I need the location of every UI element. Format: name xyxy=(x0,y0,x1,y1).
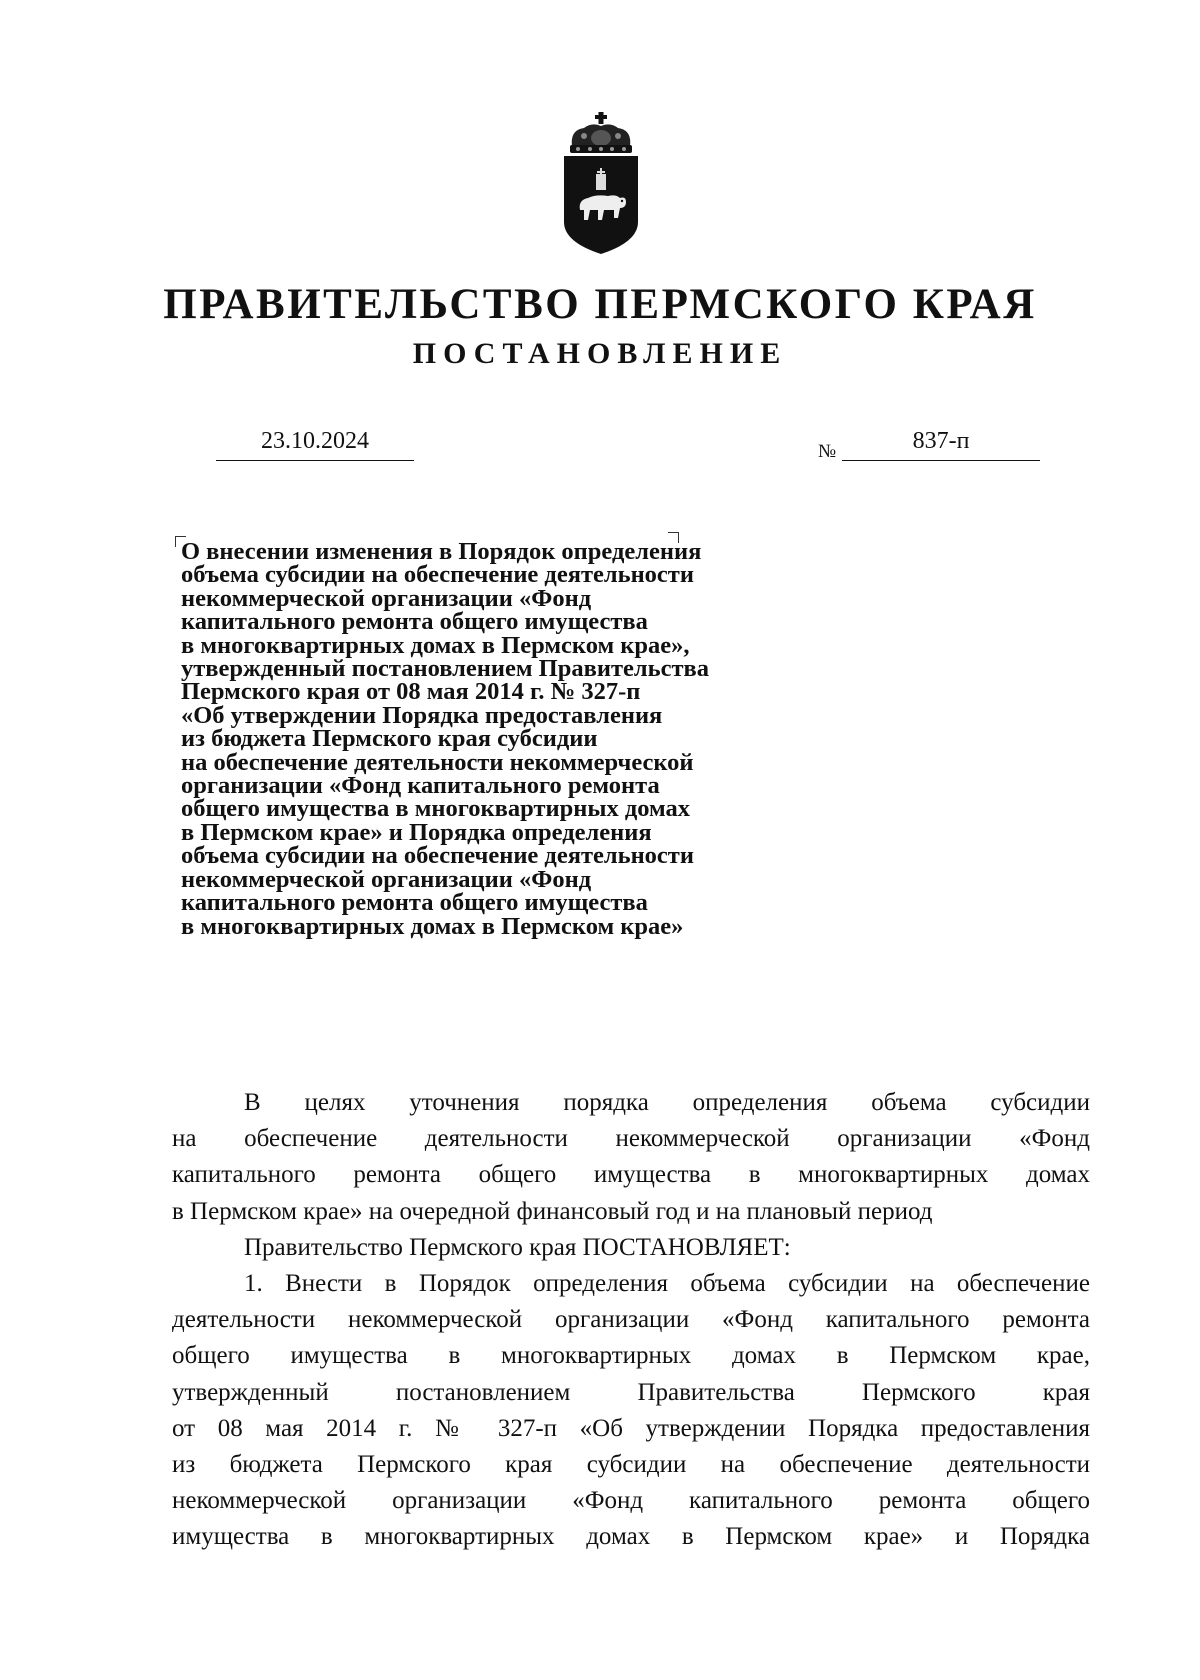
subject-line: организации «Фонд капитального ремонта xyxy=(181,772,660,800)
body-line: имущества в многоквартирных домах в Пермском крае» и Порядка xyxy=(172,1523,1090,1551)
subject-line: в многоквартирных домах в Пермском крае», xyxy=(181,631,690,659)
subject-line: капитального ремонта общего имущества xyxy=(181,889,648,917)
subject-line: капитального ремонта общего имущества xyxy=(181,608,648,636)
body-line: деятельности некоммерческой организации «Фонд капитального ремонта xyxy=(172,1306,1090,1334)
subject-line: объема субсидии на обеспечение деятельности xyxy=(181,561,694,589)
document-body xyxy=(172,1085,1090,1556)
subject-line: в многоквартирных домах в Пермском крае» xyxy=(181,912,684,940)
subject-line: общего имущества в многоквартирных домах xyxy=(181,795,691,823)
document-type: ПОСТАНОВЛЕНИЕ xyxy=(412,337,788,370)
document-number: 837-п xyxy=(842,424,1040,461)
subject-line: О внесении изменения в Порядок определения xyxy=(181,538,702,565)
subject-line: объема субсидии на обеспечение деятельности xyxy=(181,842,694,870)
document-subject xyxy=(181,540,821,938)
number-label: № xyxy=(818,441,837,462)
subject-line: «Об утверждении Порядка предоставления xyxy=(181,701,663,729)
subject-line: Пермского края от 08 мая 2014 г. № 327-п xyxy=(181,678,641,706)
perm-krai-coat-of-arms-icon xyxy=(560,110,642,260)
body-line: утвержденный постановлением Правительства Пермского края xyxy=(172,1378,1090,1406)
body-line: от 08 мая 2014 г. № 327-п «Об утверждении Порядка предоставления xyxy=(172,1414,1090,1442)
body-line: общего имущества в многоквартирных домах в Пермском крае, xyxy=(172,1342,1090,1370)
body-line: В целях уточнения порядка определения объема субсидии xyxy=(244,1089,1090,1116)
subject-line: из бюджета Пермского края субсидии xyxy=(181,725,598,753)
document-date: 23.10.2024 xyxy=(216,424,414,461)
resolves-paragraph: Правительство Пермского края ПОСТАНОВЛЯЕТ: xyxy=(244,1233,791,1261)
government-title: ПРАВИТЕЛЬСТВО ПЕРМСКОГО КРАЯ xyxy=(163,281,1037,328)
preamble-paragraph xyxy=(172,1085,1090,1230)
subject-line: в Пермском крае» и Порядка определения xyxy=(181,818,652,846)
body-line: на обеспечение деятельности некоммерческой организации «Фонд xyxy=(172,1125,1090,1153)
subject-line: утвержденный постановлением Правительства xyxy=(181,655,709,683)
body-line: некоммерческой организации «Фонд капитального ремонта общего xyxy=(172,1487,1090,1515)
body-line: капитального ремонта общего имущества в многоквартирных домах xyxy=(172,1161,1090,1189)
item-1-paragraph xyxy=(172,1266,1090,1556)
body-line: в Пермском крае» на очередной финансовый год и на плановый период xyxy=(172,1197,933,1225)
subject-line: некоммерческой организации «Фонд xyxy=(181,584,592,612)
subject-line: некоммерческой организации «Фонд xyxy=(181,865,592,893)
subject-line: на обеспечение деятельности некоммерческой xyxy=(181,748,694,776)
body-line: 1. Внести в Порядок определения объема субсидии на обеспечение xyxy=(244,1270,1090,1298)
body-line: из бюджета Пермского края субсидии на обеспечение деятельности xyxy=(172,1451,1090,1479)
